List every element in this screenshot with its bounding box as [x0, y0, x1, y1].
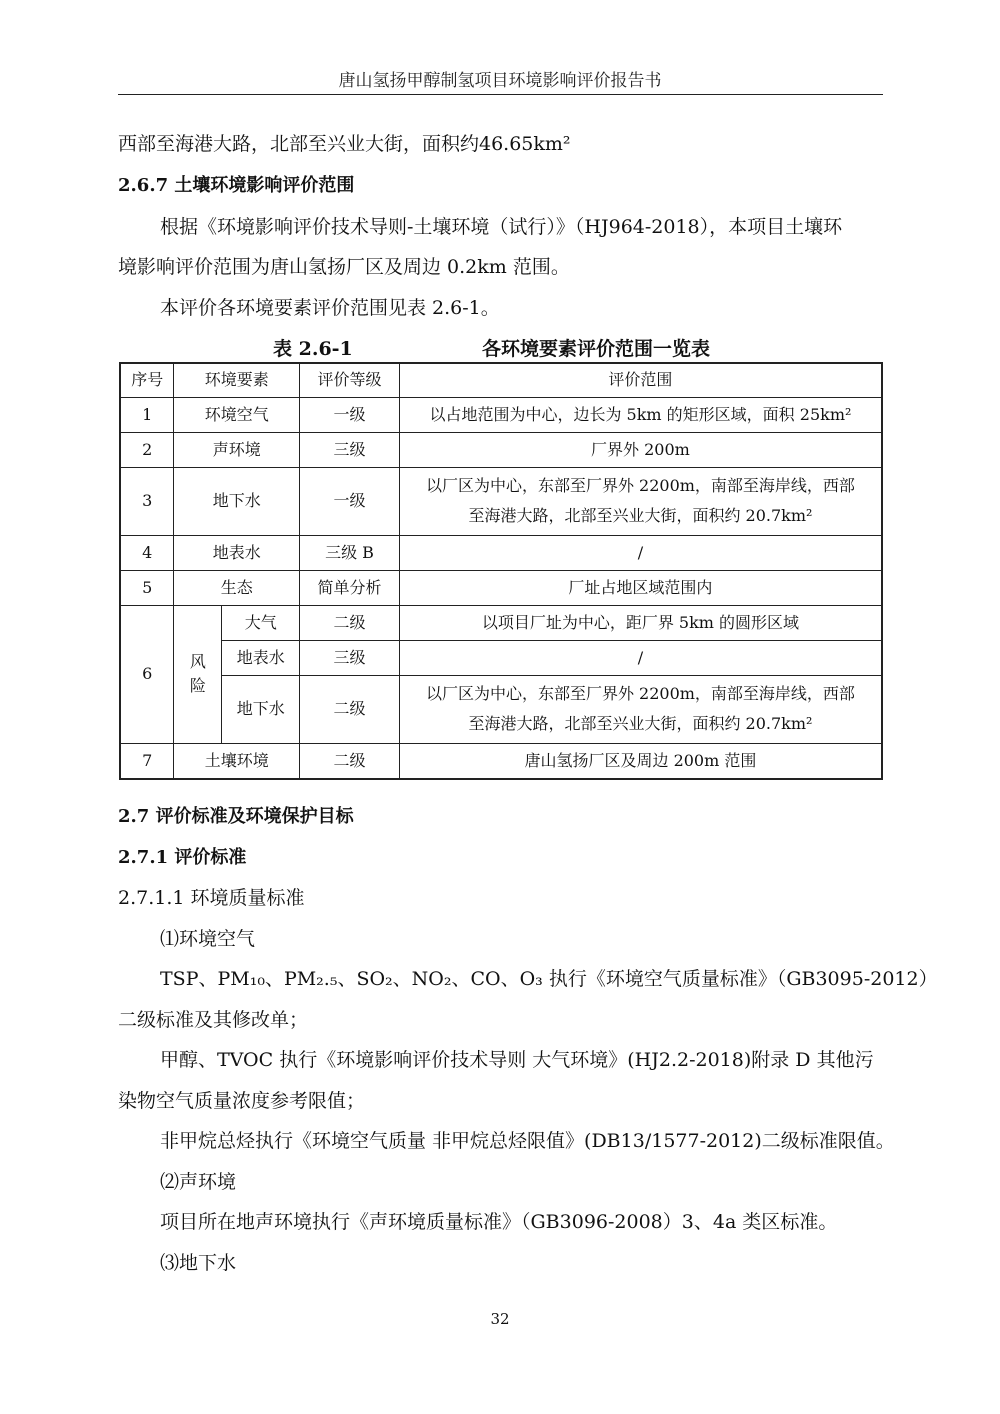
table-header-row [120, 363, 882, 397]
row-level: 二级 [300, 605, 400, 640]
row-scope: 唐山氢扬厂区及周边 200m 范围 [399, 743, 882, 779]
risk-label-char: 险 [189, 676, 206, 695]
row-no: 1 [120, 397, 174, 432]
section-2-6-7-para1-line2: 境影响评价范围为唐山氢扬厂区及周边 0.2km 范围。 [118, 256, 570, 278]
row-scope: 厂址占地区域范围内 [399, 570, 882, 605]
row-element: 大气 [222, 605, 300, 640]
table-number: 表 2.6-1 [273, 338, 353, 360]
air-line1: TSP、PM₁₀、PM₂.₅、SO₂、NO₂、CO、O₃ 执行《环境空气质量标准》（GB3095-2012） [160, 968, 938, 990]
page-header-title: 唐山氢扬甲醇制氢项目环境影响评价报告书 [338, 71, 662, 91]
table-row [120, 467, 882, 535]
row-level: 三级 [300, 432, 400, 467]
air-line5: 非甲烷总烃执行《环境空气质量 非甲烷总烃限值》(DB13/1577-2012)二级标准限值。 [160, 1130, 895, 1152]
header-level: 评价等级 [300, 363, 400, 397]
row-level: 一级 [300, 397, 400, 432]
evaluation-scope-table [119, 362, 883, 780]
row-scope [399, 675, 882, 743]
noise-line1: 项目所在地声环境执行《声环境质量标准》（GB3096-2008）3、4a 类区标准。 [160, 1211, 838, 1233]
row-level: 三级 B [300, 535, 400, 570]
section-2-7-1-heading: 2.7.1 评价标准 [118, 847, 247, 868]
noise-subheading: ⑵声环境 [160, 1171, 237, 1193]
table-row-risk [120, 640, 882, 675]
row-level: 二级 [300, 675, 400, 743]
row-element: 地下水 [222, 675, 300, 743]
row-scope-line: 以厂区为中心，东部至厂界外 2200m，南部至海岸线，西部 [425, 684, 855, 703]
section-2-7-1-1-heading: 2.7.1.1 环境质量标准 [118, 887, 305, 909]
header-scope: 评价范围 [399, 363, 882, 397]
section-2-6-7-para1-line1: 根据《环境影响评价技术导则-土壤环境（试行）》（HJ964-2018），本项目土壤环 [160, 216, 843, 238]
air-line3: 甲醇、TVOC 执行《环境影响评价技术导则 大气环境》(HJ2.2-2018)附录 D 其他污 [160, 1049, 874, 1071]
row-scope: / [399, 535, 882, 570]
section-2-6-7-para2: 本评价各环境要素评价范围见表 2.6-1。 [160, 297, 500, 319]
row-level: 简单分析 [300, 570, 400, 605]
row-scope: 以项目厂址为中心，距厂界 5km 的圆形区域 [399, 605, 882, 640]
header-no: 序号 [120, 363, 174, 397]
row-no: 5 [120, 570, 174, 605]
row-scope: / [399, 640, 882, 675]
header-rule [118, 94, 883, 95]
section-2-6-7-heading: 2.6.7 土壤环境影响评价范围 [118, 175, 355, 196]
row-no: 3 [120, 467, 174, 535]
table-row [120, 432, 882, 467]
table-row [120, 535, 882, 570]
risk-label [174, 605, 222, 743]
groundwater-subheading: ⑶地下水 [160, 1252, 237, 1274]
row-element: 环境空气 [174, 397, 300, 432]
row-level: 二级 [300, 743, 400, 779]
air-line4: 染物空气质量浓度参考限值； [118, 1090, 366, 1112]
row-no: 4 [120, 535, 174, 570]
table-row [120, 570, 882, 605]
row-no: 6 [120, 605, 174, 743]
row-scope: 以占地范围为中心，边长为 5km 的矩形区域，面积 25km² [399, 397, 882, 432]
row-level: 一级 [300, 467, 400, 535]
row-element: 声环境 [174, 432, 300, 467]
row-element: 生态 [174, 570, 300, 605]
row-scope: 厂界外 200m [399, 432, 882, 467]
header-element: 环境要素 [174, 363, 300, 397]
row-level: 三级 [300, 640, 400, 675]
table-title: 各环境要素评价范围一览表 [482, 338, 711, 360]
table-row [120, 743, 882, 779]
row-no: 2 [120, 432, 174, 467]
row-element: 地表水 [174, 535, 300, 570]
air-subheading: ⑴环境空气 [160, 928, 256, 950]
row-scope [399, 467, 882, 535]
intro-line: 西部至海港大路，北部至兴业大街，面积约46.65km² [118, 133, 571, 155]
row-element: 土壤环境 [174, 743, 300, 779]
row-element: 地下水 [174, 467, 300, 535]
page-number: 32 [490, 1310, 510, 1328]
row-no: 7 [120, 743, 174, 779]
table-row-risk [120, 675, 882, 743]
row-scope-line: 以厂区为中心，东部至厂界外 2200m，南部至海岸线，西部 [425, 476, 855, 495]
risk-label-char: 风 [189, 652, 206, 671]
table-row-risk [120, 605, 882, 640]
row-scope-line: 至海港大路，北部至兴业大街，面积约 20.7km² [468, 714, 813, 733]
section-2-7-heading: 2.7 评价标准及环境保护目标 [118, 806, 354, 827]
table-row [120, 397, 882, 432]
row-element: 地表水 [222, 640, 300, 675]
row-scope-line: 至海港大路，北部至兴业大街，面积约 20.7km² [468, 506, 813, 525]
air-line2: 二级标准及其修改单； [118, 1009, 309, 1031]
